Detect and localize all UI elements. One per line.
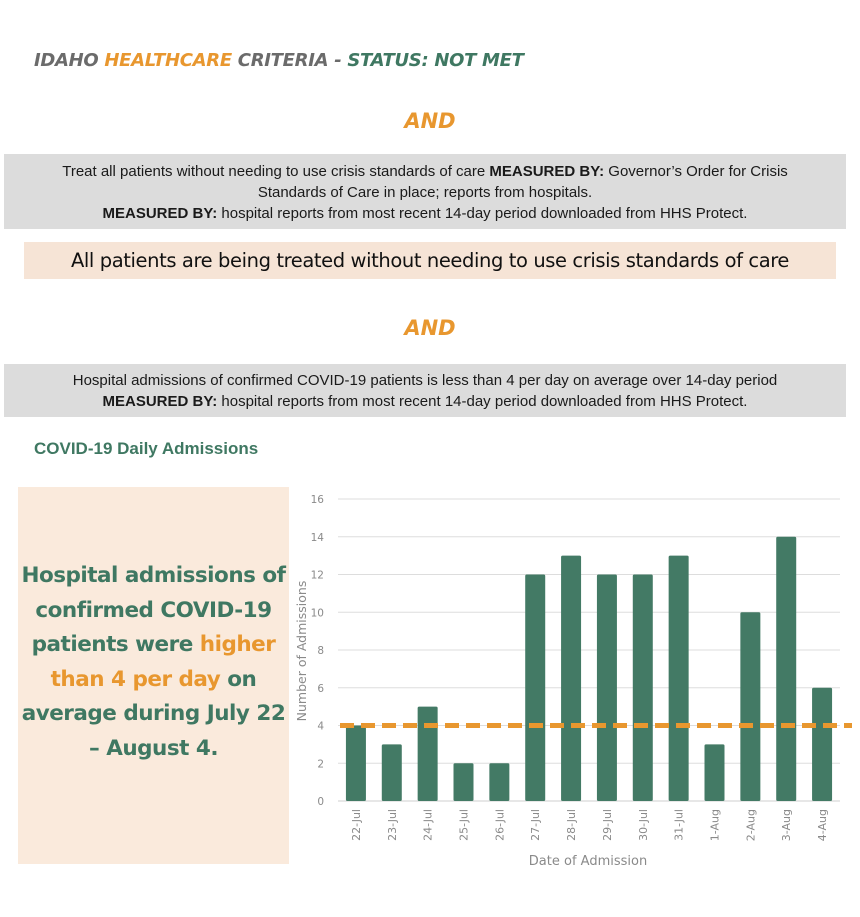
x-tick-label: 24-Jul xyxy=(421,809,435,841)
bar xyxy=(669,556,689,801)
criterion-1-line-3: MEASURED BY: hospital reports from most recent 14-day period downloaded from HHS Protect. xyxy=(102,205,748,222)
x-tick-label: 31-Jul xyxy=(672,809,686,841)
and-label-1: AND xyxy=(404,109,456,133)
y-tick-label: 0 xyxy=(317,796,324,808)
x-tick-label: 29-Jul xyxy=(600,809,614,841)
criterion-2-line-2: MEASURED BY: hospital reports from most recent 14-day period downloaded from HHS Protect. xyxy=(102,393,748,410)
y-tick-label: 12 xyxy=(310,569,324,582)
y-tick-label: 6 xyxy=(317,682,324,695)
x-tick-label: 3-Aug xyxy=(780,809,794,842)
x-tick-label: 22-Jul xyxy=(349,809,363,841)
bar xyxy=(705,744,725,801)
summary-highlight: higher than 4 per day xyxy=(50,632,276,692)
title-healthcare: HEALTHCARE xyxy=(104,50,232,71)
y-tick-label: 8 xyxy=(317,645,324,657)
and-label-2: AND xyxy=(404,316,456,340)
y-tick-label: 2 xyxy=(317,758,324,771)
bar xyxy=(561,556,581,801)
criterion-2-line-1: Hospital admissions of confirmed COVID-19 patients is less than 4 per day on average over 14-day period xyxy=(72,372,778,389)
bar xyxy=(597,575,617,802)
y-tick-label: 16 xyxy=(310,494,324,506)
bar xyxy=(776,537,796,801)
criterion-1-line-1: Treat all patients without needing to use crisis standards of care MEASURED BY: Governor’s Order for Crisis xyxy=(62,163,788,180)
bar xyxy=(525,575,545,802)
x-tick-label: 27-Jul xyxy=(529,809,543,841)
x-tick-label: 25-Jul xyxy=(457,809,471,841)
bar xyxy=(382,744,402,801)
bar xyxy=(489,763,509,801)
bar xyxy=(454,763,474,801)
bar xyxy=(812,688,832,801)
x-tick-label: 28-Jul xyxy=(565,809,579,841)
y-tick-label: 14 xyxy=(310,531,324,544)
x-tick-labels xyxy=(350,809,829,841)
status-banner: All patients are being treated without needing to use crisis standards of care xyxy=(24,242,836,279)
title-status: STATUS: NOT MET xyxy=(347,50,524,71)
chart-title: COVID-19 Daily Admissions xyxy=(34,439,259,458)
title-idaho: IDAHO xyxy=(34,50,105,71)
x-axis-label: Date of Admission xyxy=(528,854,648,869)
title-criteria: CRITERIA - xyxy=(231,50,348,71)
criterion-1-line-2: Standards of Care in place; reports from hospitals. xyxy=(257,184,593,201)
bars xyxy=(346,537,832,801)
x-tick-label: 26-Jul xyxy=(493,809,507,841)
x-tick-label: 23-Jul xyxy=(385,809,399,841)
x-tick-label: 30-Jul xyxy=(636,809,650,841)
y-axis-label: Number of Admissions xyxy=(294,580,309,722)
summary-text: Hospital admissions of confirmed COVID-19 patients were higher than 4 per day on average during July 22 – August 4. xyxy=(21,563,286,761)
x-tick-label: 4-Aug xyxy=(816,809,830,842)
y-tick-labels xyxy=(311,494,325,808)
gridlines xyxy=(338,499,840,801)
x-tick-label: 2-Aug xyxy=(744,809,758,842)
bar xyxy=(633,575,653,802)
bar xyxy=(740,612,760,801)
y-tick-label: 4 xyxy=(317,720,324,733)
bar xyxy=(418,707,438,801)
bar xyxy=(346,726,366,802)
y-tick-label: 10 xyxy=(310,607,324,620)
x-tick-label: 1-Aug xyxy=(708,809,722,842)
